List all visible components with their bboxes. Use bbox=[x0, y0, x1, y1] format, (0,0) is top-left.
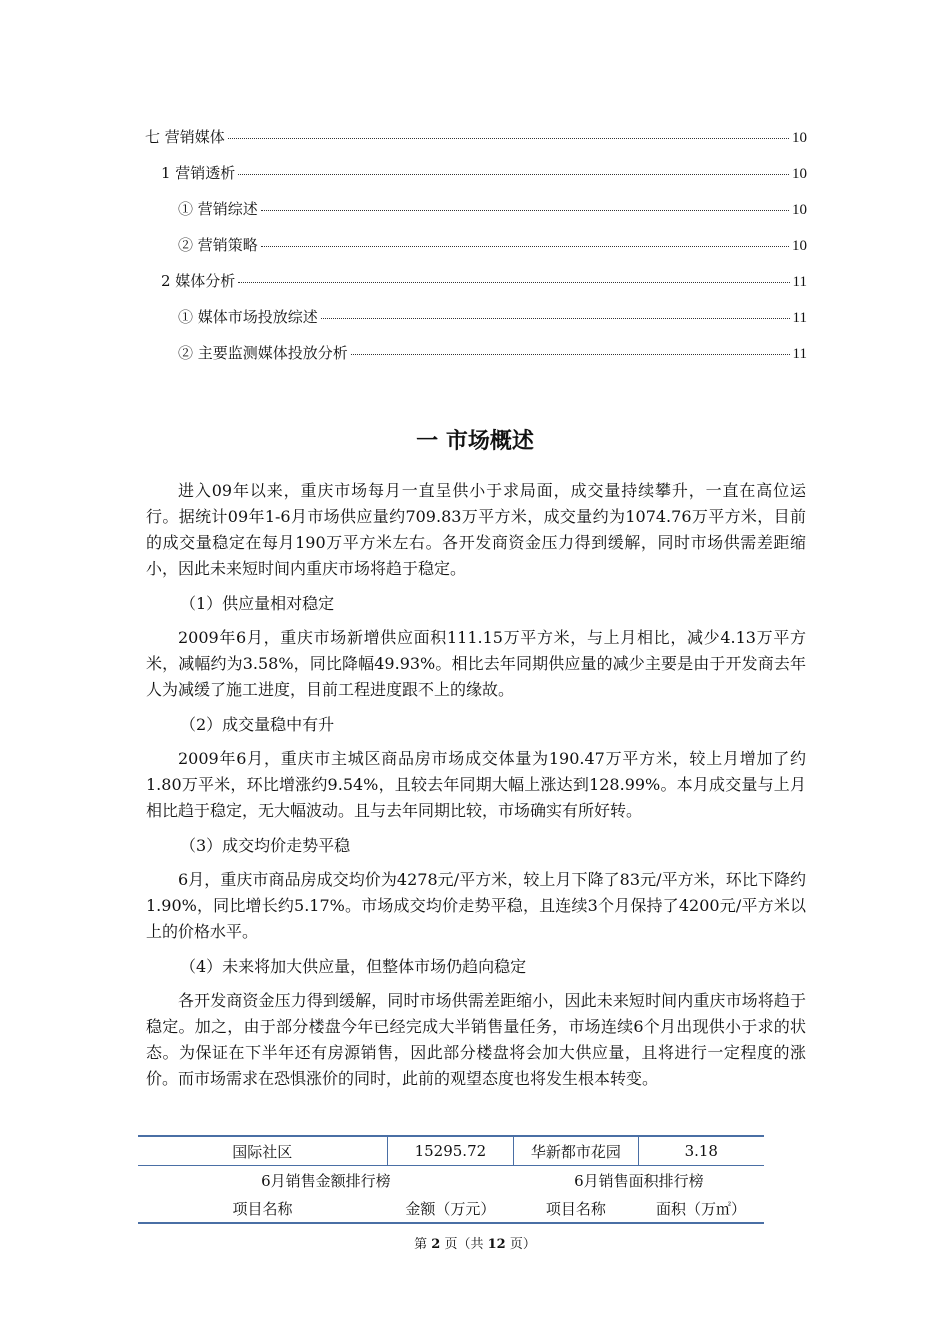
toc-entry-label: 1 营销透析 bbox=[161, 164, 236, 182]
footer-mid: 页（共 bbox=[444, 1237, 484, 1252]
toc-leader-dots bbox=[261, 210, 789, 211]
page-footer bbox=[0, 1233, 950, 1252]
toc-entry[interactable] bbox=[145, 342, 807, 378]
toc-entry-page: 10 bbox=[792, 166, 807, 182]
table-cell: 华新都市花园 bbox=[514, 1136, 638, 1166]
price-paragraph: 6月，重庆市商品房成交均价为4278元/平方米，较上月下降了83元/平方米，环比下降约1.90%，同比增长约5.17%。市场成交均价走势平稳，且连续3个月保持了4200元/平方米以上的价格水平。 bbox=[146, 870, 806, 941]
subheading-outlook: （4）未来将加大供应量，但整体市场仍趋向稳定 bbox=[180, 957, 527, 976]
volume-paragraph: 2009年6月，重庆市主城区商品房市场成交体量为190.47万平方米，较上月增加了约1.80万平米，环比增涨约9.54%，且较去年同期大幅上涨达到128.99%。本月成交量与上月相比趋于稳定，无大幅波动。且与去年同期比较，市场确实有所好转。 bbox=[146, 749, 806, 820]
toc-entry-label: ② 营销策略 bbox=[178, 236, 258, 254]
table-cell: 国际社区 bbox=[138, 1136, 387, 1166]
toc-leader-dots bbox=[351, 354, 790, 355]
toc-entry-label: ② 主要监测媒体投放分析 bbox=[178, 344, 348, 362]
section-body bbox=[146, 478, 806, 1092]
toc-entry-page: 10 bbox=[792, 238, 807, 254]
footer-suffix: 页） bbox=[509, 1237, 536, 1252]
table-cell: 3.18 bbox=[638, 1136, 764, 1166]
table-of-contents bbox=[145, 126, 807, 378]
caption-sales-area: 6月销售面积排行榜 bbox=[574, 1171, 704, 1190]
toc-entry-page: 11 bbox=[792, 274, 807, 290]
subheading-price: （3）成交均价走势平稳 bbox=[180, 836, 351, 855]
toc-entry[interactable] bbox=[145, 126, 807, 162]
toc-entry-page: 11 bbox=[792, 346, 807, 362]
column-header: 项目名称 bbox=[138, 1194, 387, 1223]
subheading-supply: （1）供应量相对稳定 bbox=[180, 594, 335, 613]
column-header: 项目名称 bbox=[514, 1194, 638, 1223]
toc-entry-page: 10 bbox=[792, 202, 807, 218]
outlook-paragraph: 各开发商资金压力得到缓解，同时市场供需差距缩小，因此未来短时间内重庆市场将趋于稳定。加之，由于部分楼盘今年已经完成大半销售量任务，市场连续6个月出现供小于求的状态。为保证在下半年还有房源销售，因此部分楼盘将会加大供应量，且将进行一定程度的涨价。而市场需求在恐惧涨价的同时，此前的观望态度也将发生根本转变。 bbox=[146, 991, 806, 1088]
toc-entry[interactable] bbox=[145, 162, 807, 198]
toc-entry[interactable] bbox=[145, 234, 807, 270]
current-page-number: 2 bbox=[431, 1237, 441, 1252]
toc-leader-dots bbox=[238, 174, 789, 175]
toc-entry[interactable] bbox=[145, 270, 807, 306]
table-cell: 15295.72 bbox=[387, 1136, 514, 1166]
column-header: 金额（万元） bbox=[387, 1194, 514, 1223]
sales-ranking-table bbox=[138, 1135, 764, 1224]
toc-entry-page: 10 bbox=[792, 130, 807, 146]
table-caption-row bbox=[138, 1166, 764, 1195]
toc-entry-page: 11 bbox=[792, 310, 807, 326]
caption-sales-amount: 6月销售金额排行榜 bbox=[261, 1171, 391, 1190]
toc-entry-label: ① 媒体市场投放综述 bbox=[178, 308, 318, 326]
toc-leader-dots bbox=[238, 282, 789, 283]
toc-entry[interactable] bbox=[145, 198, 807, 234]
toc-entry-label: ① 营销综述 bbox=[178, 200, 258, 218]
supply-paragraph: 2009年6月，重庆市场新增供应面积111.15万平方米，与上月相比，减少4.13万平方米，减幅约为3.58%，同比降幅49.93%。相比去年同期供应量的减少主要是由于开发商去年人为减缓了施工进度，目前工程进度跟不上的缘故。 bbox=[146, 628, 806, 699]
intro-paragraph: 进入09年以来，重庆市场每月一直呈供小于求局面，成交量持续攀升，一直在高位运行。据统计09年1-6月市场供应量约709.83万平方米，成交量约为1074.76万平方米，目前的成交量稳定在每月190万平方米左右。各开发商资金压力得到缓解，同时市场供需差距缩小，因此未来短时间内重庆市场将趋于稳定。 bbox=[146, 481, 806, 578]
footer-prefix: 第 bbox=[414, 1237, 428, 1252]
toc-entry[interactable] bbox=[145, 306, 807, 342]
column-header: 面积（万㎡） bbox=[638, 1194, 764, 1223]
total-page-number: 12 bbox=[487, 1237, 506, 1252]
toc-entry-label: 2 媒体分析 bbox=[161, 272, 236, 290]
table-row bbox=[138, 1136, 764, 1166]
toc-leader-dots bbox=[321, 318, 790, 319]
toc-leader-dots bbox=[228, 138, 789, 139]
toc-leader-dots bbox=[261, 246, 789, 247]
toc-entry-label: 七 营销媒体 bbox=[145, 128, 225, 146]
table-header-row bbox=[138, 1194, 764, 1223]
subheading-volume: （2）成交量稳中有升 bbox=[180, 715, 335, 734]
section-heading: 一 市场概述 bbox=[416, 429, 534, 454]
